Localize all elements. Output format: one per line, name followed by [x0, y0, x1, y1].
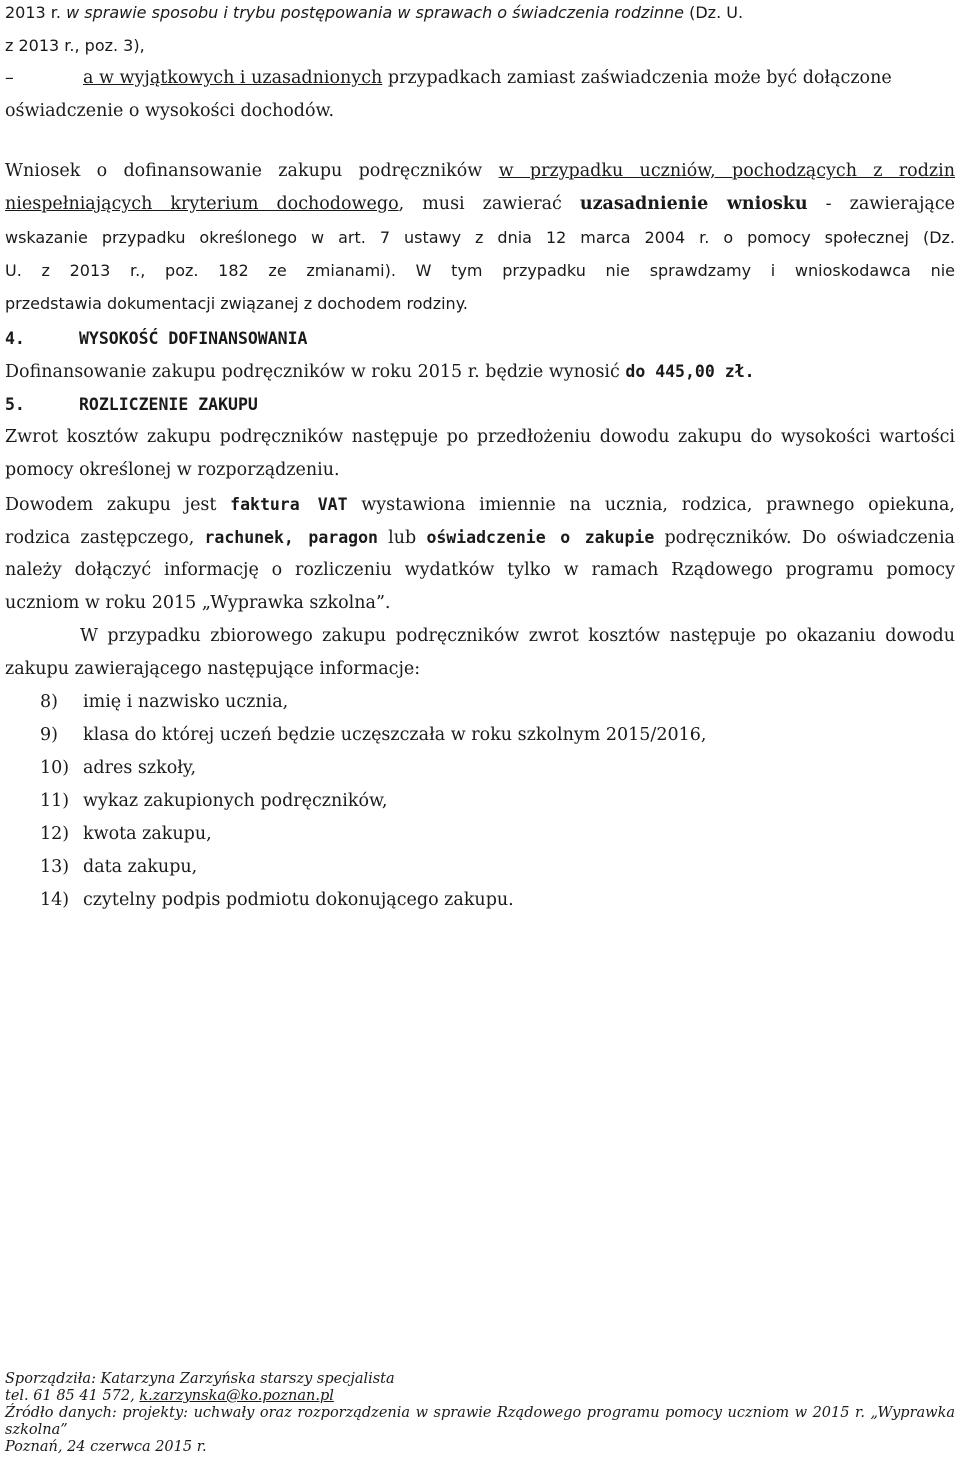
list-item: [5, 851, 955, 884]
section-5-p2-line-2: [5, 521, 955, 555]
footer-place-date: Poznań, 24 czerwca 2015 r.: [5, 1439, 207, 1455]
act-title: w sprawie sposobu i trybu postępowania w sprawach o świadczenia rodzinne: [66, 3, 685, 22]
list-item: [5, 884, 955, 917]
underlined-text: niespełniających kryterium dochodowego: [5, 194, 399, 214]
phone-number: tel. 61 85 41 572,: [5, 1388, 140, 1404]
section-5-p2-line-3: należy dołączyć informację o rozliczeniu wydatków tylko w ramach Rządowego programu pomocy: [5, 560, 955, 580]
section-5-p3-line-2: zakupu zawierającego następujące informacje:: [5, 659, 421, 679]
section-5-heading: [5, 388, 258, 421]
list-item: [5, 785, 955, 818]
dash-icon: –: [5, 68, 14, 88]
list-text: adres szkoły,: [83, 758, 197, 778]
text-segment: 2013 r.: [5, 3, 67, 22]
text-segment: - zawierające: [807, 194, 955, 214]
section-5-p1-line-1: Zwrot kosztów zakupu podręczników następuje po przedłożeniu dowodu zakupu do wysokości wartości: [5, 427, 955, 447]
footer-source-line-2: szkolna”: [5, 1422, 68, 1438]
text-segment: wystawiona imiennie na ucznia, rodzica, prawnego opiekuna,: [347, 495, 955, 515]
list-number: 13): [40, 857, 70, 877]
bullet-item: [5, 62, 955, 95]
section-title: ROZLICZENIE ZAKUPU: [79, 395, 258, 414]
list-number: 11): [40, 791, 70, 811]
email-link[interactable]: k.zarzynska@ko.poznan.pl: [139, 1388, 334, 1404]
section-number: 4.: [5, 329, 25, 348]
bold-text: faktura VAT: [230, 495, 348, 514]
paragraph1-line-2: [5, 188, 955, 221]
text-segment: przypadkach zamiast zaświadczenia może być dołączone: [382, 68, 892, 88]
list-text: data zakupu,: [83, 857, 198, 877]
text-segment: podręczników. Do oświadczenia: [654, 528, 955, 548]
section-4-text: [5, 355, 755, 389]
paragraph1-line-5: przedstawia dokumentacji związanej z dochodem rodziny.: [5, 294, 468, 313]
paragraph1-line-4: U. z 2013 r., poz. 182 ze zmianami). W tym przypadku nie sprawdzamy i wnioskodawca nie: [5, 261, 955, 280]
list-text: imię i nazwisko ucznia,: [83, 692, 289, 712]
bold-text: oświadczenie o zakupie: [426, 528, 655, 547]
amount-value: do 445,00 zł.: [625, 362, 755, 381]
list-number: 8): [40, 692, 58, 712]
text-segment: rodzica zastępczego,: [5, 528, 205, 548]
text-segment: Dowodem zakupu jest: [5, 495, 231, 515]
bullet-line-2: oświadczenie o wysokości dochodów.: [5, 101, 335, 121]
list-number: 14): [40, 890, 70, 910]
list-number: 9): [40, 725, 58, 745]
section-5-p2-line-4: uczniom w roku 2015 „Wyprawka szkolna”.: [5, 593, 391, 613]
bold-text: uzasadnienie wniosku: [579, 194, 808, 214]
list-item: [5, 719, 955, 752]
list-item: [5, 686, 955, 719]
list-text: kwota zakupu,: [83, 824, 212, 844]
continuation-line-2: z 2013 r., poz. 3),: [5, 36, 145, 55]
list-number: 10): [40, 758, 70, 778]
continuation-line-1: [5, 0, 955, 29]
paragraph1-line-3: wskazanie przypadku określonego w art. 7 ustawy z dnia 12 marca 2004 r. o pomocy społecznej (Dz.: [5, 228, 955, 247]
footer-contact: [5, 1388, 955, 1405]
list-number: 12): [40, 824, 70, 844]
text-segment: Dofinansowanie zakupu podręczników w roku 2015 r. będzie wynosić: [5, 362, 626, 382]
text-segment: (Dz. U.: [684, 3, 744, 22]
text-segment: , musi zawierać: [398, 194, 580, 214]
bold-text: rachunek, paragon: [204, 528, 378, 547]
list-item: [5, 818, 955, 851]
list-item: [5, 752, 955, 785]
paragraph1-line-1: [5, 155, 955, 188]
section-4-heading: [5, 322, 307, 355]
section-title: WYSOKOŚĆ DOFINANSOWANIA: [79, 329, 308, 348]
section-5-p2-line-1: [5, 488, 955, 522]
footer-source-line-1: Źródło danych: projekty: uchwały oraz rozporządzenia w sprawie Rządowego programu pomocy uczniom w 2015 r. „Wyprawka: [5, 1405, 955, 1421]
info-list: [5, 686, 955, 917]
underlined-text: a w wyjątkowych i uzasadnionych: [83, 68, 383, 88]
section-5-p1-line-2: pomocy określonej w rozporządzeniu.: [5, 460, 340, 480]
section-5-p3-line-1: W przypadku zbiorowego zakupu podręczników zwrot kosztów następuje po okazaniu dowodu: [80, 626, 955, 646]
footer-author: Sporządziła: Katarzyna Zarzyńska starszy specjalista: [5, 1371, 395, 1387]
text-segment: Wniosek o dofinansowanie zakupu podręczników: [5, 161, 499, 181]
underlined-text: w przypadku uczniów, pochodzących z rodzin: [498, 161, 955, 181]
section-number: 5.: [5, 395, 25, 414]
text-segment: lub: [377, 528, 427, 548]
list-text: klasa do której uczeń będzie uczęszczała w roku szkolnym 2015/2016,: [83, 725, 707, 745]
list-text: wykaz zakupionych podręczników,: [83, 791, 388, 811]
list-text: czytelny podpis podmiotu dokonującego zakupu.: [83, 890, 514, 910]
footer: [5, 1371, 955, 1456]
